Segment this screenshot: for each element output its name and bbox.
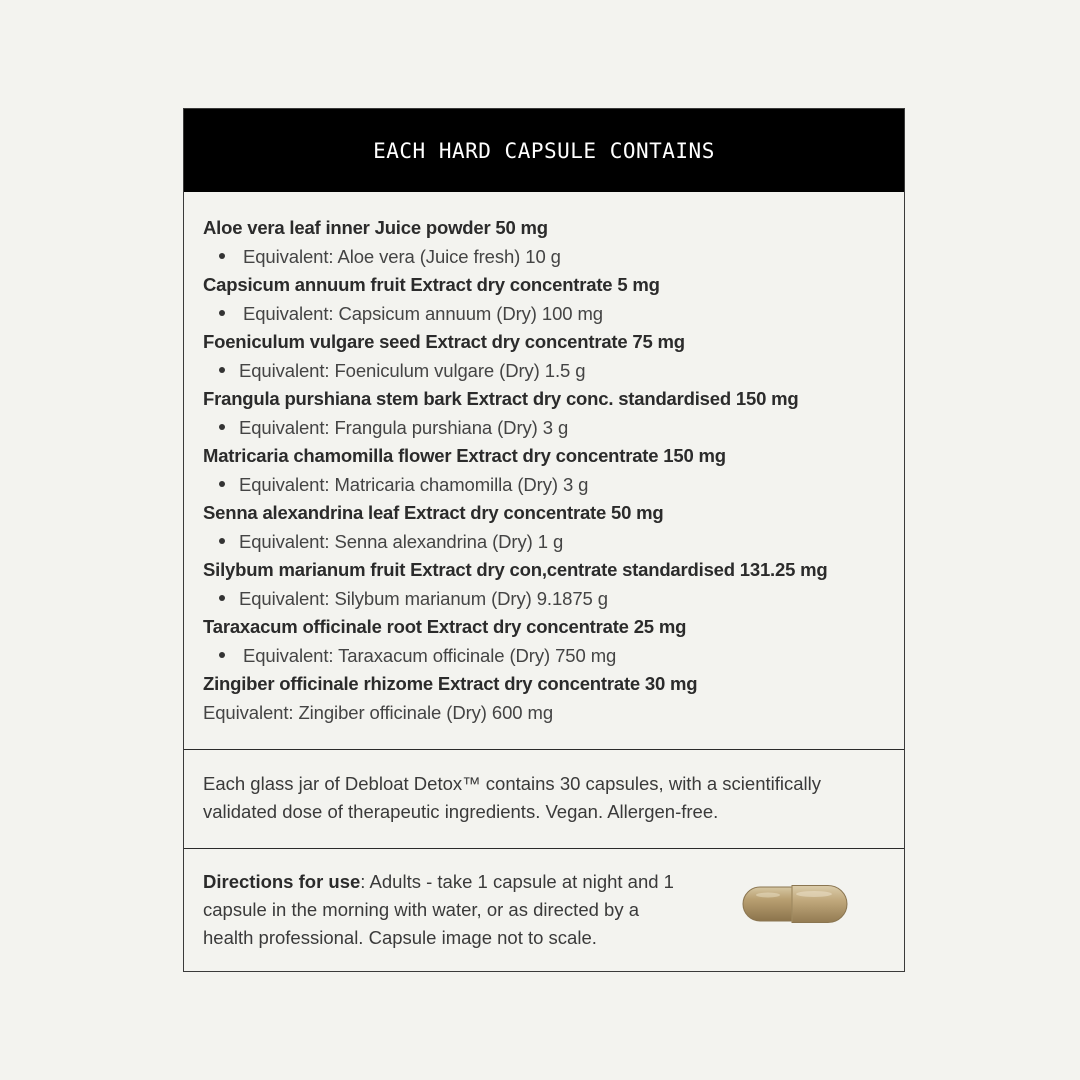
ingredient-name: Foeniculum vulgare seed Extract dry concentrate 75 mg <box>203 331 685 352</box>
bullet-icon <box>219 652 225 658</box>
ingredient-equivalent: Equivalent: Senna alexandrina (Dry) 1 g <box>203 528 904 557</box>
ingredient-equivalent: Equivalent: Foeniculum vulgare (Dry) 1.5 g <box>203 357 904 386</box>
ingredient-name: Silybum marianum fruit Extract dry con,centrate standardised 131.25 mg <box>203 559 828 580</box>
capsule-icon <box>740 883 848 925</box>
ingredient-equivalent: Equivalent: Aloe vera (Juice fresh) 10 g <box>203 243 904 272</box>
ingredients-list <box>184 192 904 750</box>
directions-section <box>184 849 904 969</box>
directions-text: : Adults - take 1 capsule at night and 1 capsule in the morning with water, or as directed by a health professional. Capsule image not to scale. <box>203 871 674 948</box>
bullet-icon <box>219 253 225 259</box>
ingredient-name: Aloe vera leaf inner Juice powder 50 mg <box>203 217 548 238</box>
ingredients-panel <box>183 108 905 972</box>
ingredient-name: Frangula purshiana stem bark Extract dry conc. standardised 150 mg <box>203 388 799 409</box>
directions-text-block <box>203 868 693 952</box>
bullet-icon <box>219 481 225 487</box>
ingredient-name: Matricaria chamomilla flower Extract dry concentrate 150 mg <box>203 445 726 466</box>
product-info-text: Each glass jar of Debloat Detox™ contains 30 capsules, with a scientifically validated dose of therapeutic ingredients. Vegan. Allergen-free. <box>203 773 821 822</box>
bullet-icon <box>219 538 225 544</box>
panel-header <box>184 109 904 192</box>
ingredient-name: Zingiber officinale rhizome Extract dry concentrate 30 mg <box>203 673 698 694</box>
ingredient-name: Taraxacum officinale root Extract dry concentrate 25 mg <box>203 616 687 637</box>
bullet-icon <box>219 310 225 316</box>
ingredient-name: Senna alexandrina leaf Extract dry concentrate 50 mg <box>203 502 664 523</box>
ingredient-equivalent: Equivalent: Silybum marianum (Dry) 9.1875 g <box>203 585 904 614</box>
ingredient-equivalent: Equivalent: Zingiber officinale (Dry) 600 mg <box>203 701 554 723</box>
ingredient-equivalent: Equivalent: Taraxacum officinale (Dry) 750 mg <box>203 642 904 671</box>
bullet-icon <box>219 595 225 601</box>
bullet-icon <box>219 367 225 373</box>
bullet-icon <box>219 424 225 430</box>
directions-label: Directions for use <box>203 871 361 892</box>
product-info <box>184 750 904 849</box>
ingredient-equivalent: Equivalent: Matricaria chamomilla (Dry) 3 g <box>203 471 904 500</box>
ingredient-equivalent: Equivalent: Capsicum annuum (Dry) 100 mg <box>203 300 904 329</box>
panel-title: EACH HARD CAPSULE CONTAINS <box>373 139 715 163</box>
ingredient-name: Capsicum annuum fruit Extract dry concentrate 5 mg <box>203 274 660 295</box>
ingredient-equivalent: Equivalent: Frangula purshiana (Dry) 3 g <box>203 414 904 443</box>
